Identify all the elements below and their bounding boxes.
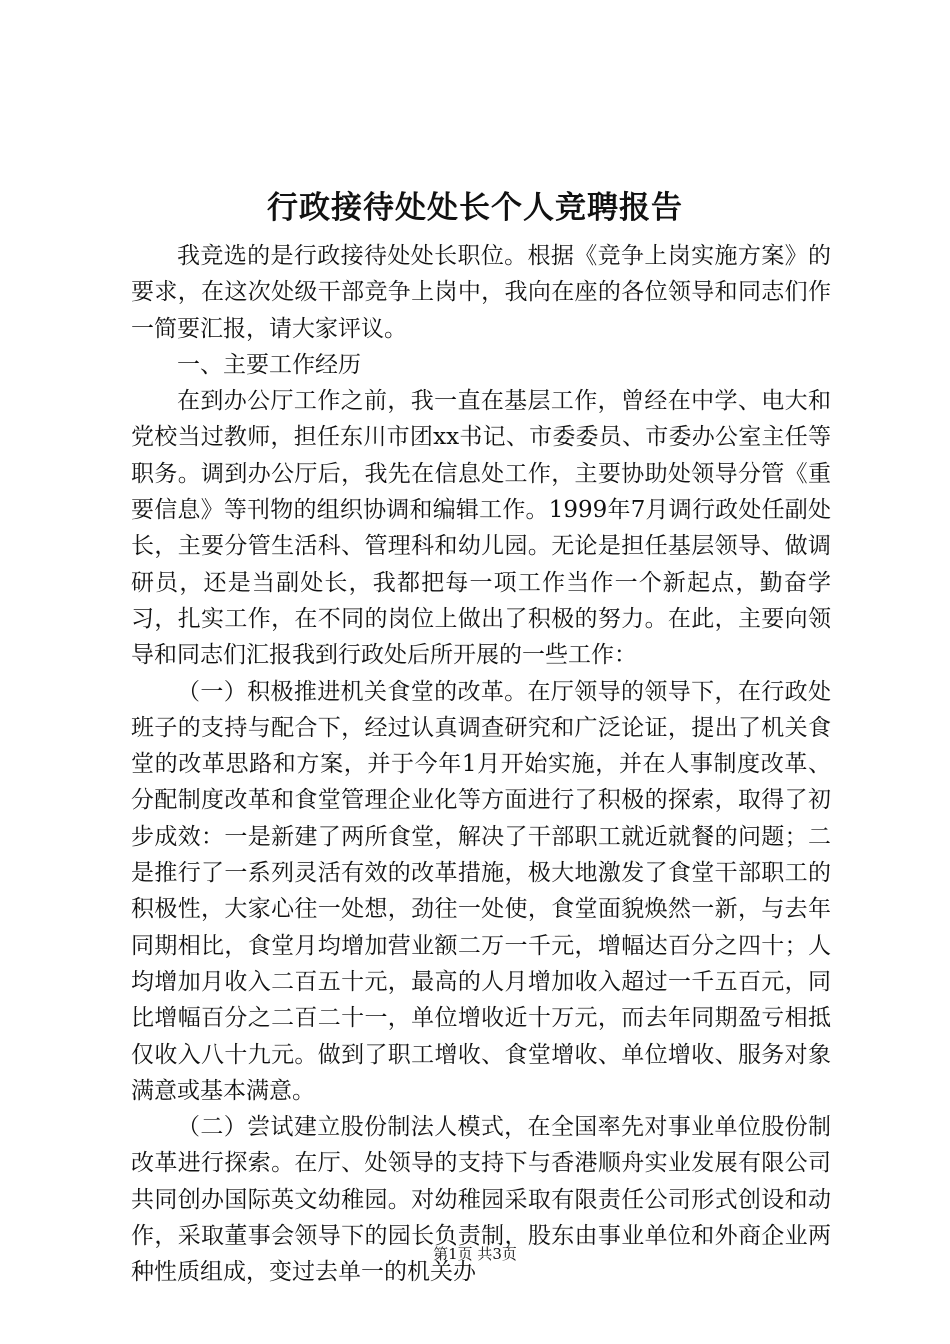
paragraph-intro: 我竞选的是行政接待处处长职位。根据《竞争上岗实施方案》的要求，在这次处级干部竞争上岗中，我向在座的各位领导和同志们作一简要汇报，请大家评议。 [131, 243, 831, 342]
paragraph-shareholding-reform: （二）尝试建立股份制法人模式，在全国率先对事业单位股份制改革进行探索。在厅、处领导的支持下与香港顺舟实业发展有限公司共同创办国际英文幼稚园。对幼稚园采取有限责任公司形式创设和动作，采取董事会领导下的园长负责制，股东由事业单位和外商企业两种性质组成，变过去单一的机关办 [131, 1114, 831, 1286]
section-heading: 一、主要工作经历 [177, 351, 361, 378]
document-body [131, 238, 831, 1291]
document-title: 行政接待处处长个人竞聘报告 [267, 190, 683, 226]
paragraph-experience: 在到办公厅工作之前，我一直在基层工作，曾经在中学、电大和党校当过教师，担任东川市团xx书记、市委委员、市委办公室主任等职务。调到办公厅后，我先在信息处工作，主要协助处领导分管《重要信息》等刊物的组织协调和编辑工作。1999年7月调行政处任副处长，主要分管生活科、管理科和幼儿园。无论是担任基层领导、做调研员，还是当副处长，我都把每一项工作当作一个新起点，勤奋学习，扎实工作，在不同的岗位上做出了积极的努力。在此，主要向领导和同志们汇报我到行政处后所开展的一些工作： [131, 388, 831, 669]
page-footer: 第1页 共3页 [433, 1245, 517, 1263]
paragraph-canteen-reform: （一）积极推进机关食堂的改革。在厅领导的领导下，在行政处班子的支持与配合下，经过认真调查研究和广泛论证，提出了机关食堂的改革思路和方案，并于今年1月开始实施，并在人事制度改革、分配制度改革和食堂管理企业化等方面进行了积极的探索，取得了初步成效：一是新建了两所食堂，解决了干部职工就近就餐的问题；二是推行了一系列灵活有效的改革措施，极大地激发了食堂干部职工的积极性，大家心往一处想，劲往一处使，食堂面貌焕然一新，与去年同期相比，食堂月均增加营业额二万一千元，增幅达百分之四十；人均增加月收入二百五十元，最高的人月增加收入超过一千五百元，同比增幅百分之二百二十一，单位增收近十万元，而去年同期盈亏相抵仅收入八十九元。做到了职工增收、食堂增收、单位增收、服务对象满意或基本满意。 [131, 678, 831, 1104]
